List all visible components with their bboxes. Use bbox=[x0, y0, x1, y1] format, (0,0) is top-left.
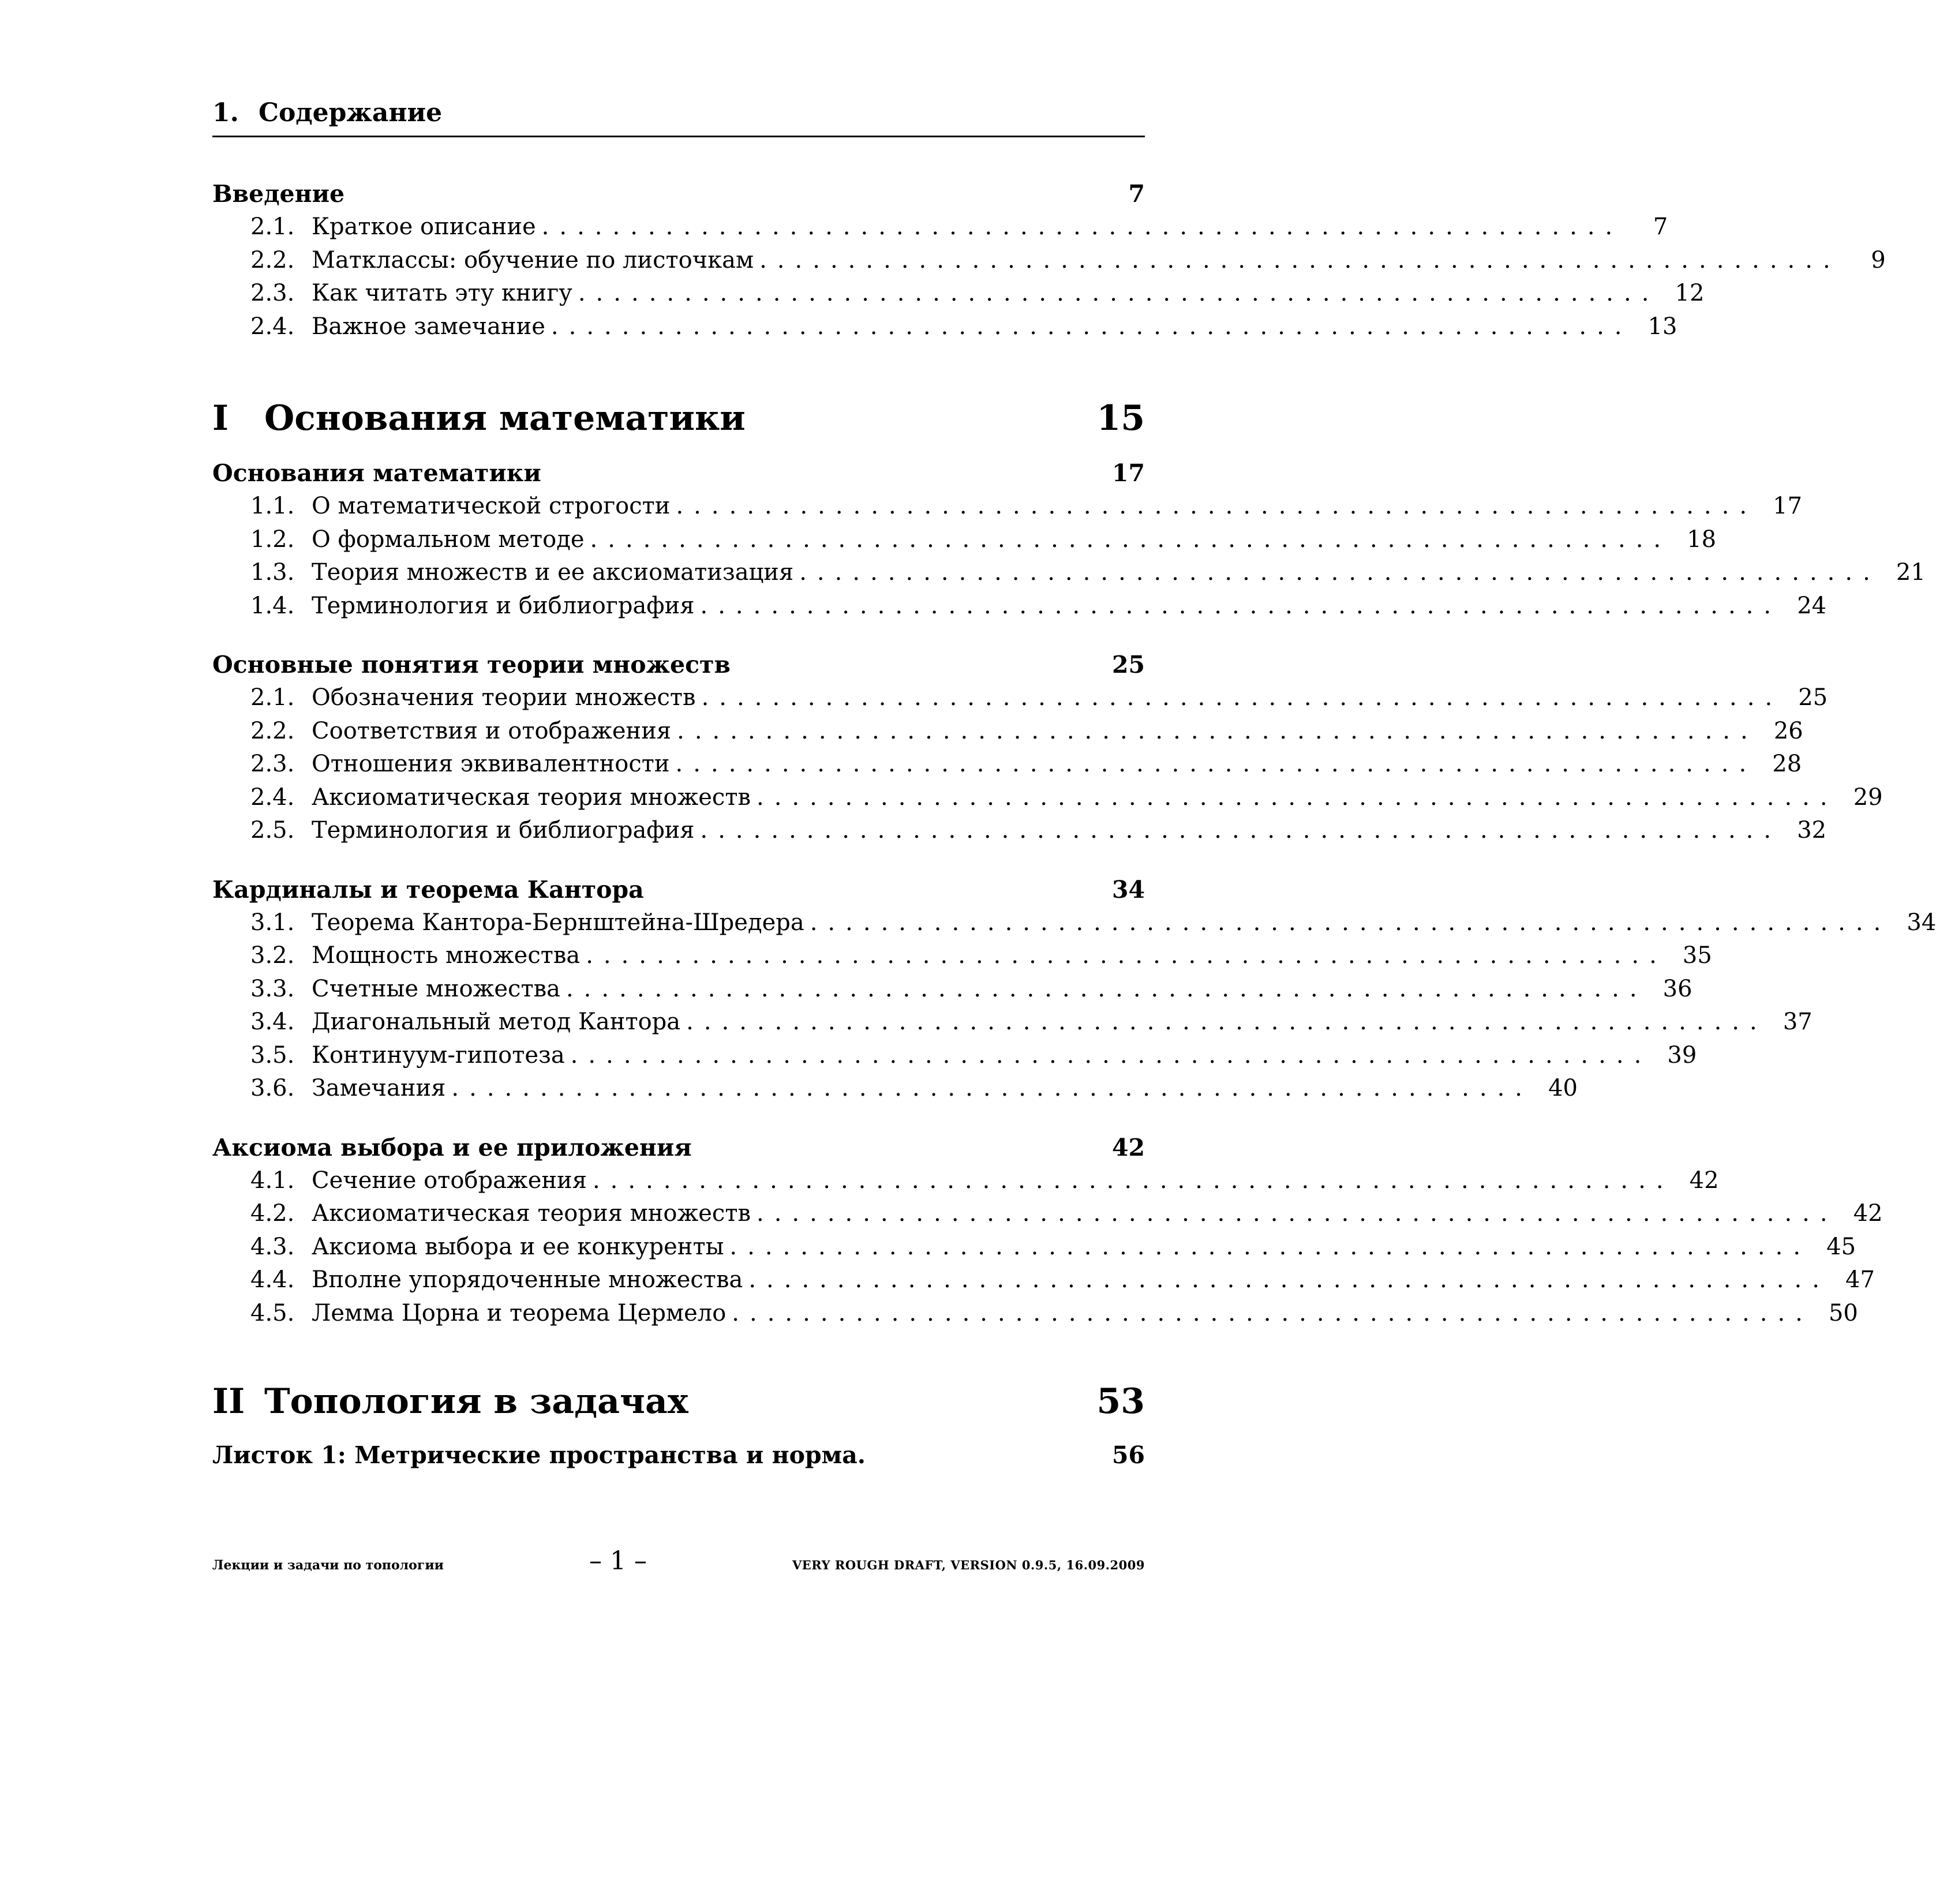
entry-title: Аксиоматическая теория множеств bbox=[312, 784, 751, 811]
entry-number: 3.6. bbox=[250, 1075, 295, 1101]
toc-entry[interactable] bbox=[212, 1041, 1697, 1075]
entry-page: 21 bbox=[1896, 559, 1926, 586]
entry-number: 2.1. bbox=[250, 684, 295, 711]
footer-book-title: Лекции и задачи по топологии bbox=[212, 1558, 444, 1573]
entry-page: 28 bbox=[1772, 751, 1802, 777]
leader-dots: ............................................................. bbox=[729, 1233, 1811, 1260]
entry-title: Аксиоматическая теория множеств bbox=[312, 1200, 751, 1227]
entry-number: 2.5. bbox=[250, 817, 295, 844]
toc-entry[interactable] bbox=[212, 1200, 1883, 1234]
entry-page: 9 bbox=[1871, 246, 1886, 273]
chapter-page: 25 bbox=[1111, 651, 1145, 679]
leader-dots: ............................................................. bbox=[677, 717, 1758, 744]
toc-chapter-3[interactable] bbox=[212, 876, 1145, 909]
leader-dots: ............................................................. bbox=[592, 1167, 1674, 1194]
entry-page: 40 bbox=[1548, 1075, 1578, 1101]
entry-number: 1.4. bbox=[250, 592, 295, 619]
entry-number: 3.1. bbox=[250, 909, 295, 936]
toc-entry[interactable] bbox=[212, 1266, 1875, 1300]
chapter-page: 17 bbox=[1111, 459, 1145, 487]
entry-page: 42 bbox=[1689, 1167, 1719, 1194]
entry-page: 37 bbox=[1783, 1009, 1813, 1035]
toc-chapter-intro[interactable] bbox=[212, 180, 1145, 213]
leader-dots: ............................................................. bbox=[701, 684, 1783, 711]
entry-number: 3.2. bbox=[250, 942, 295, 969]
entry-page: 34 bbox=[1907, 909, 1936, 936]
entry-title: Вполне упорядоченные множества bbox=[312, 1266, 743, 1293]
leader-dots: ............................................................. bbox=[799, 559, 1881, 586]
entry-title: Краткое описание bbox=[312, 213, 536, 240]
entry-page: 32 bbox=[1797, 817, 1827, 844]
entry-page: 42 bbox=[1853, 1200, 1883, 1227]
running-head bbox=[212, 98, 1145, 137]
toc-entry[interactable] bbox=[212, 975, 1692, 1009]
toc-entry[interactable] bbox=[212, 1075, 1578, 1108]
part-title: Топология в задачах bbox=[264, 1381, 688, 1422]
entry-page: 29 bbox=[1853, 784, 1883, 811]
running-head-number: 1. bbox=[212, 98, 239, 128]
leader-dots: ............................................................. bbox=[732, 1299, 1813, 1326]
leader-dots: ............................................................. bbox=[676, 493, 1758, 519]
part-page: 53 bbox=[1096, 1381, 1145, 1422]
chapter-title: Основные понятия теории множеств bbox=[212, 651, 731, 679]
chapter-page: 42 bbox=[1111, 1133, 1145, 1161]
leader-dots: ............................................................. bbox=[590, 526, 1672, 553]
entry-title: Диагональный метод Кантора bbox=[312, 1009, 681, 1035]
leader-dots: ............................................................. bbox=[700, 817, 1782, 844]
toc-entry[interactable] bbox=[212, 717, 1803, 751]
toc-entry[interactable] bbox=[212, 493, 1803, 526]
entry-page: 17 bbox=[1773, 493, 1803, 519]
entry-title: Замечания bbox=[312, 1075, 446, 1101]
entry-title: Теория множеств и ее аксиоматизация bbox=[312, 559, 794, 586]
entry-title: Как читать эту книгу bbox=[312, 280, 572, 306]
chapter-title: Аксиома выбора и ее приложения bbox=[212, 1133, 692, 1161]
toc-entry[interactable] bbox=[212, 526, 1717, 560]
toc-chapter-2[interactable] bbox=[212, 651, 1145, 684]
toc-entry[interactable] bbox=[212, 784, 1883, 818]
entry-number: 4.4. bbox=[250, 1266, 295, 1293]
toc-entry[interactable] bbox=[212, 751, 1802, 784]
entry-title: Аксиома выбора и ее конкуренты bbox=[312, 1233, 724, 1260]
entry-number: 2.2. bbox=[250, 246, 295, 273]
footer-version: VERY ROUGH DRAFT, VERSION 0.9.5, 16.09.2009 bbox=[792, 1558, 1145, 1572]
toc-entry[interactable] bbox=[212, 1299, 1858, 1333]
entry-number: 1.3. bbox=[250, 559, 295, 586]
leader-dots: ............................................................. bbox=[748, 1266, 1830, 1293]
leader-dots: ............................................................. bbox=[756, 1200, 1838, 1227]
entry-page: 35 bbox=[1682, 942, 1712, 969]
chapter-page: 7 bbox=[1128, 180, 1145, 208]
entry-number: 2.3. bbox=[250, 751, 295, 777]
page-footer bbox=[212, 1546, 1145, 1576]
chapter-title: Кардиналы и теорема Кантора bbox=[212, 875, 644, 904]
entry-title: Терминология и библиография bbox=[312, 592, 695, 619]
entry-number: 3.5. bbox=[250, 1041, 295, 1069]
leader-dots: ............................................................. bbox=[810, 909, 1892, 936]
entry-title: Матклассы: обучение по листочкам bbox=[312, 246, 754, 273]
entry-title: Соответствия и отображения bbox=[312, 717, 672, 744]
toc-entry[interactable] bbox=[212, 684, 1828, 718]
entry-number: 2.2. bbox=[250, 717, 295, 744]
entry-page: 13 bbox=[1647, 313, 1677, 340]
toc-chapter-1[interactable] bbox=[212, 459, 1145, 493]
leader-dots: ............................................................. bbox=[756, 784, 1838, 811]
toc-entry[interactable] bbox=[212, 280, 1705, 313]
entry-page: 7 bbox=[1653, 213, 1668, 240]
toc-entry[interactable] bbox=[212, 246, 1886, 280]
leader-dots: ............................................................. bbox=[451, 1075, 1533, 1101]
entry-title: О математической строгости bbox=[312, 493, 671, 519]
part-number: I bbox=[212, 398, 229, 438]
entry-title: Сечение отображения bbox=[312, 1167, 587, 1194]
part-page: 15 bbox=[1096, 398, 1145, 438]
toc-part-1[interactable] bbox=[212, 398, 1145, 450]
entry-title: О формальном методе bbox=[312, 526, 585, 553]
entry-page: 25 bbox=[1798, 684, 1828, 711]
entry-title: Счетные множества bbox=[312, 975, 560, 1002]
leader-dots: ............................................................. bbox=[759, 246, 1841, 273]
toc-sheet-1[interactable] bbox=[212, 1441, 1145, 1475]
entry-title: Теорема Кантора-Бернштейна-Шредера bbox=[312, 909, 804, 936]
entry-page: 12 bbox=[1675, 280, 1705, 306]
entry-title: Лемма Цорна и теорема Цермело bbox=[312, 1299, 727, 1326]
toc-entry[interactable] bbox=[212, 942, 1712, 976]
entry-number: 1.2. bbox=[250, 526, 295, 553]
entry-number: 4.2. bbox=[250, 1200, 295, 1227]
chapter-title: Введение bbox=[212, 180, 345, 208]
entry-page: 50 bbox=[1828, 1299, 1858, 1326]
leader-dots: ............................................................. bbox=[586, 942, 1667, 969]
chapter-page: 34 bbox=[1111, 875, 1145, 904]
entry-number: 2.3. bbox=[250, 280, 295, 306]
leader-dots: ............................................................. bbox=[570, 1041, 1652, 1069]
entry-number: 4.1. bbox=[250, 1167, 295, 1194]
entry-page: 26 bbox=[1773, 717, 1803, 744]
entry-page: 45 bbox=[1826, 1233, 1856, 1260]
footer-page-number: – 1 – bbox=[589, 1546, 647, 1576]
part-title: Основания математики bbox=[264, 398, 746, 438]
toc-chapter-4[interactable] bbox=[212, 1134, 1145, 1167]
toc-entry[interactable] bbox=[212, 559, 1926, 593]
entry-number: 3.3. bbox=[250, 975, 295, 1002]
entry-title: Терминология и библиография bbox=[312, 817, 695, 844]
part-number: II bbox=[212, 1381, 245, 1422]
toc-page bbox=[212, 98, 1936, 1475]
entry-title: Отношения эквивалентности bbox=[312, 751, 670, 777]
entry-number: 2.4. bbox=[250, 313, 295, 340]
chapter-title: Листок 1: Метрические пространства и норма. bbox=[212, 1441, 866, 1469]
entry-title: Мощность множества bbox=[312, 942, 581, 969]
entry-page: 18 bbox=[1687, 526, 1717, 553]
toc-entry[interactable] bbox=[212, 909, 1936, 943]
entry-page: 39 bbox=[1667, 1041, 1697, 1069]
chapter-title: Основания математики bbox=[212, 459, 541, 487]
entry-number: 4.5. bbox=[250, 1299, 295, 1326]
entry-title: Важное замечание bbox=[312, 313, 545, 340]
leader-dots: ............................................................. bbox=[700, 592, 1782, 619]
running-head-title: Содержание bbox=[258, 98, 443, 128]
entry-page: 36 bbox=[1662, 975, 1692, 1002]
entry-number: 2.4. bbox=[250, 784, 295, 811]
leader-dots: ............................................................. bbox=[566, 975, 1647, 1002]
entry-number: 3.4. bbox=[250, 1009, 295, 1035]
leader-dots: ............................................................. bbox=[686, 1009, 1768, 1035]
entry-number: 4.3. bbox=[250, 1233, 295, 1260]
chapter-page: 56 bbox=[1111, 1441, 1145, 1469]
entry-page: 24 bbox=[1797, 592, 1827, 619]
toc-entry[interactable] bbox=[212, 592, 1827, 626]
toc-entry[interactable] bbox=[212, 313, 1677, 347]
toc-entry[interactable] bbox=[212, 1009, 1813, 1042]
leader-dots: ............................................................. bbox=[541, 213, 1623, 240]
toc-entry[interactable] bbox=[212, 213, 1668, 247]
entry-title: Континуум-гипотеза bbox=[312, 1041, 565, 1069]
leader-dots: ............................................................. bbox=[551, 313, 1632, 340]
toc-entry[interactable] bbox=[212, 1167, 1719, 1201]
entry-number: 2.1. bbox=[250, 213, 295, 240]
toc-entry[interactable] bbox=[212, 1233, 1856, 1267]
entry-number: 1.1. bbox=[250, 493, 295, 519]
leader-dots: ............................................................. bbox=[675, 751, 1757, 777]
toc-part-2[interactable] bbox=[212, 1381, 1145, 1433]
entry-page: 47 bbox=[1845, 1266, 1875, 1293]
toc-entry[interactable] bbox=[212, 817, 1827, 850]
entry-title: Обозначения теории множеств bbox=[312, 684, 696, 711]
leader-dots: ............................................................. bbox=[578, 280, 1660, 306]
